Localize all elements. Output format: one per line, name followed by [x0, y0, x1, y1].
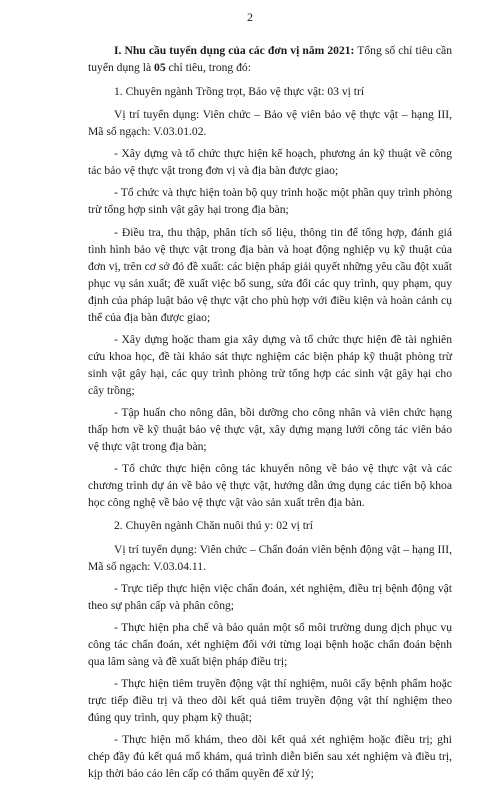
duty-item: - Xây dựng hoặc tham gia xây dựng và tổ chức thực hiện đề tài nghiên cứu khoa học, đề tài khảo sát thực nghiệm các biện pháp kỹ thuật phòng trừ sinh vật gây hại, các quy trình phòng trừ tổng hợp các sinh vật gây hại cho cây trồng; — [88, 332, 452, 397]
summary-count: 05 — [154, 61, 166, 74]
document-body — [88, 42, 452, 788]
section-heading: I. Nhu cầu tuyển dụng của các đơn vị năm 2021: — [114, 44, 355, 57]
duty-item: - Xây dựng và tổ chức thực hiện kế hoạch, phương án kỹ thuật về công tác bảo vệ thực vật trong đơn vị và địa bàn được giao; — [88, 147, 452, 178]
subsection-heading-2: 2. Chuyên ngành Chăn nuôi thú y: 02 vị trí — [114, 519, 314, 533]
job-position-2: Vị trí tuyển dụng: Viên chức – Chẩn đoán viên bệnh động vật – hạng III, Mã số ngạch: V.03.04.11. — [88, 542, 452, 573]
duty-item: - Điều tra, thu thập, phân tích số liệu, thông tin để tổng hợp, đánh giá tình hình bảo vệ thực vật trong địa bàn và hoạt động nghiệp vụ kỹ thuật của đơn vị, trên cơ sở đó đề xuất: các biện pháp giải quyết những yêu cầu đột xuất phục vụ sản xuất; đề xuất việc bổ sung, sửa đổi các quy trình, quy phạm, quy định của pháp luật bảo vệ thực vật cho phù hợp với điều kiện và hoàn cảnh cụ thể của địa bàn được giao; — [88, 225, 452, 324]
duty-item: - Tổ chức và thực hiện toàn bộ quy trình hoặc một phần quy trình phòng trừ tổng hợp sinh vật gây hại trong địa bàn; — [88, 186, 452, 217]
duty-item: - Thực hiện pha chế và bảo quản một số môi trường dung dịch phục vụ công tác chẩn đoán, xét nghiệm đối với từng loại bệnh hoặc chẩn đoán bệnh qua lâm sàng và đề xuất biện pháp điều trị; — [88, 621, 452, 668]
subsection-heading-1: 1. Chuyên ngành Trồng trọt, Bảo vệ thực vật: 03 vị trí — [114, 84, 365, 98]
duty-item: - Trực tiếp thực hiện việc chẩn đoán, xét nghiệm, điều trị bệnh động vật theo sự phân cấp và phân công; — [88, 581, 452, 612]
duty-item: - Thực hiện tiêm truyền động vật thí nghiệm, nuôi cấy bệnh phẩm hoặc trực tiếp điều trị và theo dõi kết quả tiêm truyền động vật thí nghiệm theo đúng quy trình, quy phạm kỹ thuật; — [88, 677, 452, 725]
duty-item: - Thực hiện mổ khám, theo dõi kết quả xét nghiệm hoặc điều trị; ghi chép đầy đủ kết quả mổ khám, quá trình diễn biến sau xét nghiệm và điều trị, kịp thời báo cáo lên cấp có thẩm quyền để xử lý; — [88, 733, 452, 781]
duty-item: - Tập huấn cho nông dân, bồi dưỡng cho công nhân và viên chức hạng thấp hơn về kỹ thuật bảo vệ thực vật, xây dựng mạng lưới công tác viên bảo vệ thực vật trong địa bàn; — [88, 405, 452, 453]
page-number: 2 — [247, 10, 253, 24]
job-position-1: Vị trí tuyển dụng: Viên chức – Bảo vệ viên bảo vệ thực vật – hạng III, Mã số ngạch: V.03.01.02. — [88, 108, 452, 138]
summary-prefix: Tổng số chỉ tiêu cần tuyển dụng là — [88, 44, 452, 74]
summary-suffix: chỉ tiêu, trong đó: — [165, 61, 251, 74]
duty-item: - Tổ chức thực hiện công tác khuyến nông về bảo vệ thực vật và các chương trình dự án về bảo vệ thực vật, hướng dẫn ứng dụng các tiến bộ khoa học công nghệ về bảo vệ thực vật vào sản xuất trên địa bàn. — [88, 462, 452, 510]
section-heading-paragraph — [88, 42, 452, 76]
